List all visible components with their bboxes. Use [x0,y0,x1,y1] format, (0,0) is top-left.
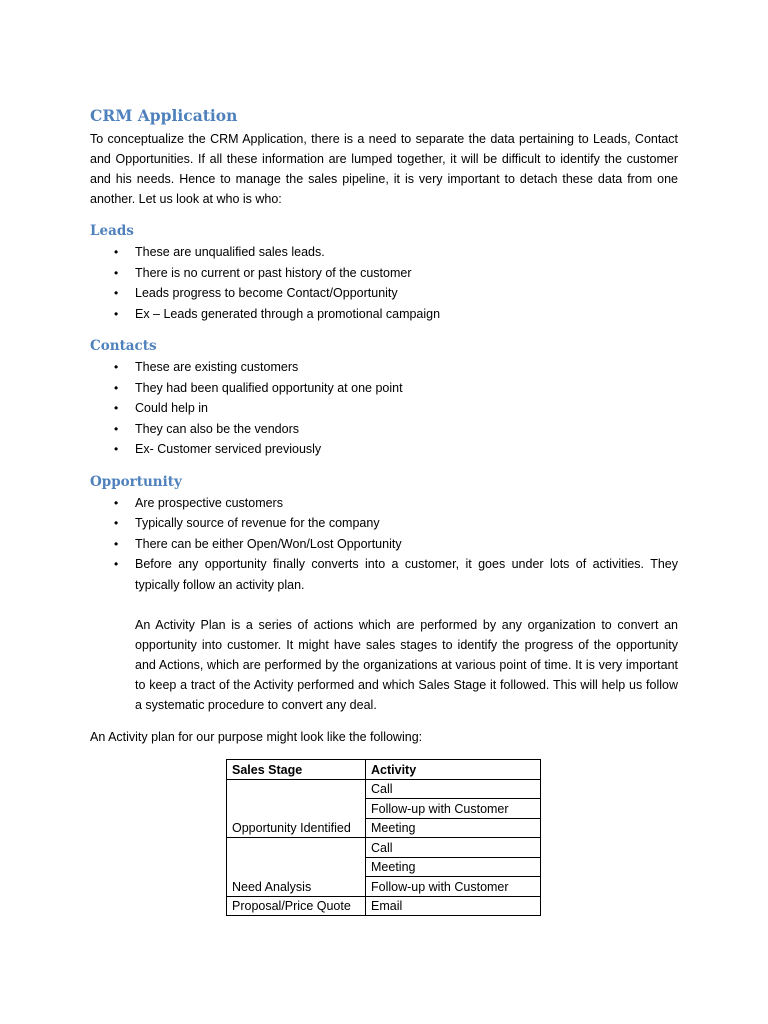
stage-cell: Need Analysis [227,838,366,897]
table-header-row [227,760,541,780]
list-item: • Ex – Leads generated through a promotional campaign [90,304,678,325]
bullet-icon: • [114,306,119,321]
document-title: CRM Application [90,106,238,125]
bullet-icon: • [114,421,119,436]
list-item: • Are prospective customers [90,493,678,514]
activity-plan-paragraph: An Activity Plan is a series of actions which are performed by any organization to convert an opportunity into customer. It might have sales stages to identify the progress of the opportunity and Actions, which are performed by the organizations at various point of time. It is very important to keep a tract of the Activity performed and which Sales Stage it followed. This will help us follow a systematic procedure to convert any deal. [135,618,678,712]
table-intro: An Activity plan for our purpose might look like the following: [90,730,423,744]
activity-plan-table [226,759,541,916]
list-item: • Before any opportunity finally converts into a customer, it goes under lots of activities. They typically follow an activity plan. [90,554,678,595]
activity-cell: Follow-up with Customer [366,877,541,897]
list-item: • Leads progress to become Contact/Opportunity [90,283,678,304]
list-item: • These are existing customers [90,357,678,378]
bullet-icon: • [114,536,119,551]
header-activity: Activity [366,760,541,780]
bullet-icon: • [114,360,119,374]
table-row [227,779,541,799]
leads-list [90,242,678,324]
stage-cell: Opportunity Identified [227,779,366,838]
activity-cell: Meeting [366,857,541,877]
header-sales-stage: Sales Stage [227,760,366,780]
list-item: • Ex- Customer serviced previously [90,439,678,460]
intro-paragraph: To conceptualize the CRM Application, there is a need to separate the data pertaining to Leads, Contact and Opportunities. If all these information are lumped together, it will be difficult to identify the customer and his needs. Hence to manage the sales pipeline, it is very important to detach these data from one another. Let us look at who is who: [90,132,678,206]
list-item: • Could help in [90,398,678,419]
bullet-icon: • [114,495,119,510]
opportunity-list [90,493,678,596]
stage-cell: Proposal/Price Quote [227,896,366,916]
list-item: • There is no current or past history of the customer [90,263,678,284]
activity-cell: Call [366,838,541,858]
opportunity-heading: Opportunity [90,473,182,490]
activity-cell: Email [366,896,541,916]
bullet-icon: • [114,286,119,300]
bullet-icon: • [114,380,119,395]
list-item: • They can also be the vendors [90,419,678,440]
table-row [227,838,541,858]
activity-cell: Meeting [366,818,541,838]
bullet-icon: • [114,245,119,259]
activity-cell: Follow-up with Customer [366,799,541,819]
bullet-icon: • [114,442,119,456]
document-page [90,106,678,747]
contacts-list [90,357,678,460]
list-item: • Typically source of revenue for the company [90,513,678,534]
list-item: • These are unqualified sales leads. [90,242,678,263]
list-item: • They had been qualified opportunity at one point [90,378,678,399]
list-item: • There can be either Open/Won/Lost Opportunity [90,534,678,555]
activity-cell: Call [366,779,541,799]
bullet-icon: • [114,265,119,280]
bullet-icon: • [114,557,119,571]
contacts-heading: Contacts [90,338,157,354]
leads-heading: Leads [90,223,134,239]
bullet-icon: • [114,516,119,530]
table-row [227,896,541,916]
bullet-icon: • [114,401,119,415]
